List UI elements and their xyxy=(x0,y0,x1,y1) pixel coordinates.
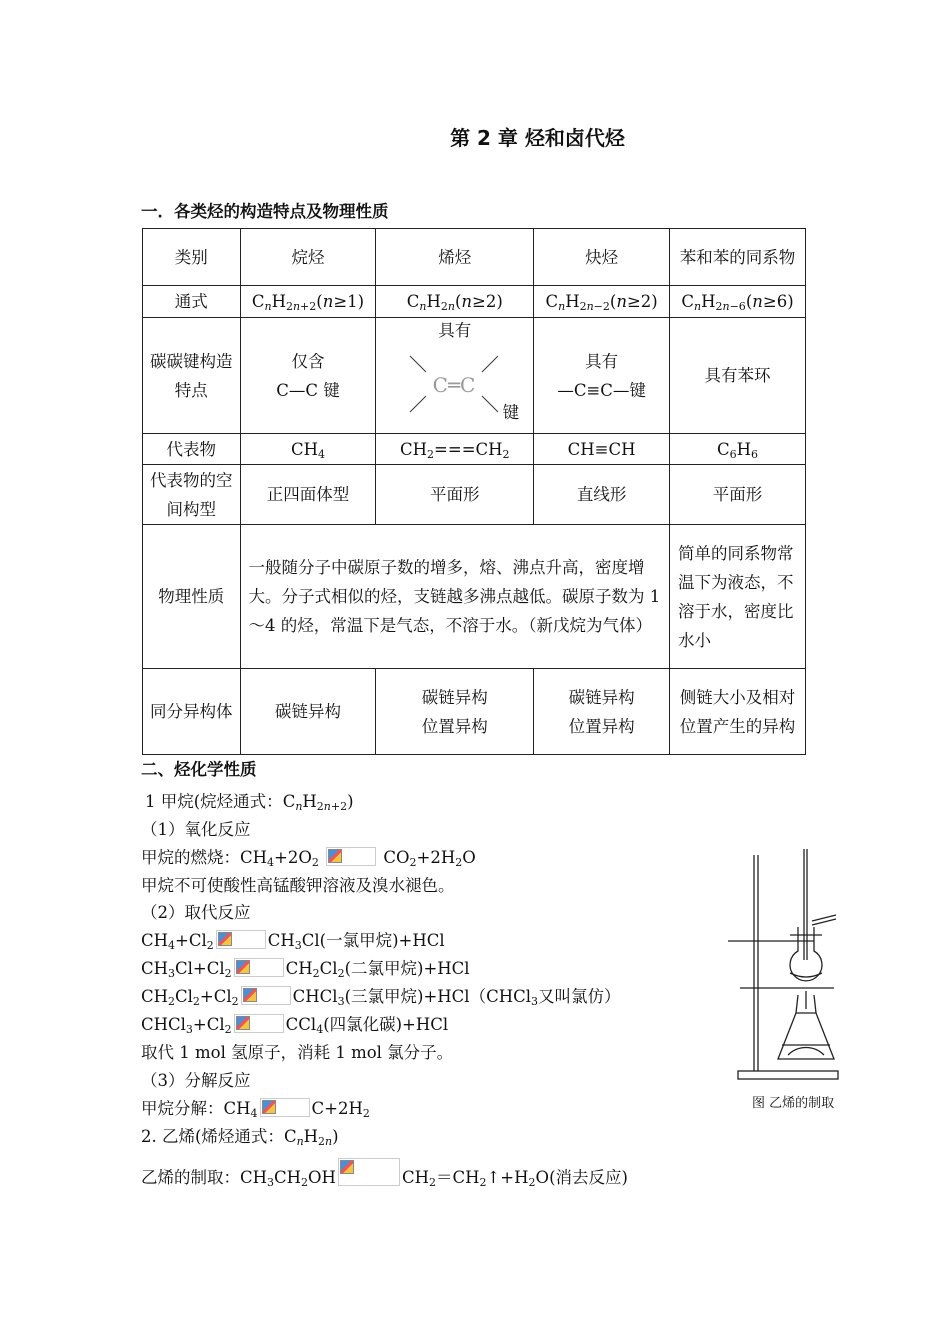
table-row xyxy=(143,318,806,434)
phys-benzene: 简单的同系物常温下为液态，不溶于水，密度比水小 xyxy=(670,525,806,669)
bond-alkane: 仅含 C—C 键 xyxy=(240,318,376,434)
iso-alkane: 碳链异构 xyxy=(240,669,376,755)
reaction-condition-image xyxy=(234,958,284,977)
shape-cell: 平面形 xyxy=(670,465,806,525)
row-label: 碳碳键构造特点 xyxy=(143,318,241,434)
header-cell: 炔烃 xyxy=(534,229,670,286)
formula-alkane: $C_nH_{2n+2}(n\ge 1)$ xyxy=(240,286,376,318)
formula-benzene: $C_nH_{2n-6}(n\ge 6)$ xyxy=(670,286,806,318)
ethylene-heading: 2. 乙烯(烯烃通式：$C_nH_{2n}$) xyxy=(141,1127,339,1148)
substitution-equation-2: $CH_3Cl+Cl_2$ $CH_2Cl_2$(二氯甲烷)+HCl xyxy=(141,959,470,980)
rep-alkane: $CH_4$ xyxy=(240,434,376,465)
reaction-condition-image xyxy=(260,1098,310,1117)
bond-alkyne: 具有 —C≡C—键 xyxy=(534,318,670,434)
section-1-heading: 一．各类烃的构造特点及物理性质 xyxy=(141,202,389,221)
decomposition-equation: 甲烷分解：$CH_4$ $C+2H_2$ xyxy=(141,1099,370,1120)
rep-alkene: $CH_2===CH_2$ xyxy=(376,434,534,465)
svg-text:C═C: C═C xyxy=(433,373,476,397)
table-row xyxy=(143,286,806,318)
section-2-heading: 二、烃化学性质 xyxy=(141,760,257,779)
double-bond-diagram xyxy=(404,350,504,420)
reaction-condition-image xyxy=(326,847,376,866)
iso-alkene: 碳链异构 位置异构 xyxy=(376,669,534,755)
bond-benzene: 具有苯环 xyxy=(670,318,806,434)
shape-cell: 直线形 xyxy=(534,465,670,525)
table-row xyxy=(143,669,806,755)
shape-cell: 正四面体型 xyxy=(240,465,376,525)
figure-caption: 图 乙烯的制取 xyxy=(752,1096,835,1111)
header-cell: 烯烃 xyxy=(376,229,534,286)
substitution-heading: （2）取代反应 xyxy=(141,903,251,922)
reaction-condition-image xyxy=(241,986,291,1005)
table-row xyxy=(143,229,806,286)
rep-benzene: $C_6H_6$ xyxy=(670,434,806,465)
decomposition-heading: （3）分解反应 xyxy=(141,1071,251,1090)
reaction-condition-image xyxy=(234,1014,284,1033)
row-label: 物理性质 xyxy=(143,525,241,669)
page-title: 第 2 章 烃和卤代烃 xyxy=(450,126,625,150)
header-cell: 烷烃 xyxy=(240,229,376,286)
reaction-condition-image xyxy=(216,930,266,949)
shape-cell: 平面形 xyxy=(376,465,534,525)
phys-main: 一般随分子中碳原子数的增多，熔、沸点升高，密度增大。分子式相似的烃，支链越多沸点越低。碳原子数为 1～4 的烃，常温下是气态，不溶于水。（新戊烷为气体） xyxy=(240,525,670,669)
substitution-equation-4: $CHCl_3+Cl_2$ CCl$_4$(四氯化碳)+HCl xyxy=(141,1015,449,1036)
table-row xyxy=(143,434,806,465)
reaction-condition-image xyxy=(338,1158,400,1186)
header-cell: 苯和苯的同系物 xyxy=(670,229,806,286)
formula-alkene: $C_nH_{2n}(n\ge 2)$ xyxy=(376,286,534,318)
row-label: 通式 xyxy=(143,286,241,318)
hydrocarbon-table xyxy=(142,228,806,755)
table-row xyxy=(143,525,806,669)
substitution-note: 取代 1 mol 氢原子，消耗 1 mol 氯分子。 xyxy=(141,1043,454,1062)
substitution-equation-1: $CH_4+Cl_2$ $CH_3Cl$(一氯甲烷)+HCl xyxy=(141,931,445,952)
iso-benzene: 侧链大小及相对位置产生的异构 xyxy=(670,669,806,755)
row-label: 同分异构体 xyxy=(143,669,241,755)
oxidation-heading: （1）氧化反应 xyxy=(141,820,251,839)
ethylene-apparatus-figure xyxy=(726,845,842,1085)
combustion-equation: 甲烷的燃烧：$CH_4+2O_2$ $CO_2+2H_2O$ xyxy=(141,848,476,869)
header-cell: 类别 xyxy=(143,229,241,286)
ethylene-prep-equation: 乙烯的制取：$CH_3CH_2OH$ $CH_2=CH_2↑+H_2O$(消去反应) xyxy=(141,1158,628,1188)
table-row xyxy=(143,465,806,525)
row-label: 代表物 xyxy=(143,434,241,465)
rep-alkyne: CH≡CH xyxy=(534,434,670,465)
iso-alkyne: 碳链异构 位置异构 xyxy=(534,669,670,755)
methane-heading: 1 甲烷(烷烃通式：$C_nH_{2n+2}$) xyxy=(145,792,354,813)
row-label: 代表物的空间构型 xyxy=(143,465,241,525)
formula-alkyne: $C_nH_{2n-2}(n\ge 2)$ xyxy=(534,286,670,318)
bond-alkene: 具有 C═C 键 xyxy=(376,318,534,434)
methane-note: 甲烷不可使酸性高锰酸钾溶液及溴水褪色。 xyxy=(141,876,455,895)
substitution-equation-3: $CH_2Cl_2+Cl_2$ CHCl$_3$(三氯甲烷)+HCl（CHCl$_3$又叫氯仿） xyxy=(141,987,621,1008)
